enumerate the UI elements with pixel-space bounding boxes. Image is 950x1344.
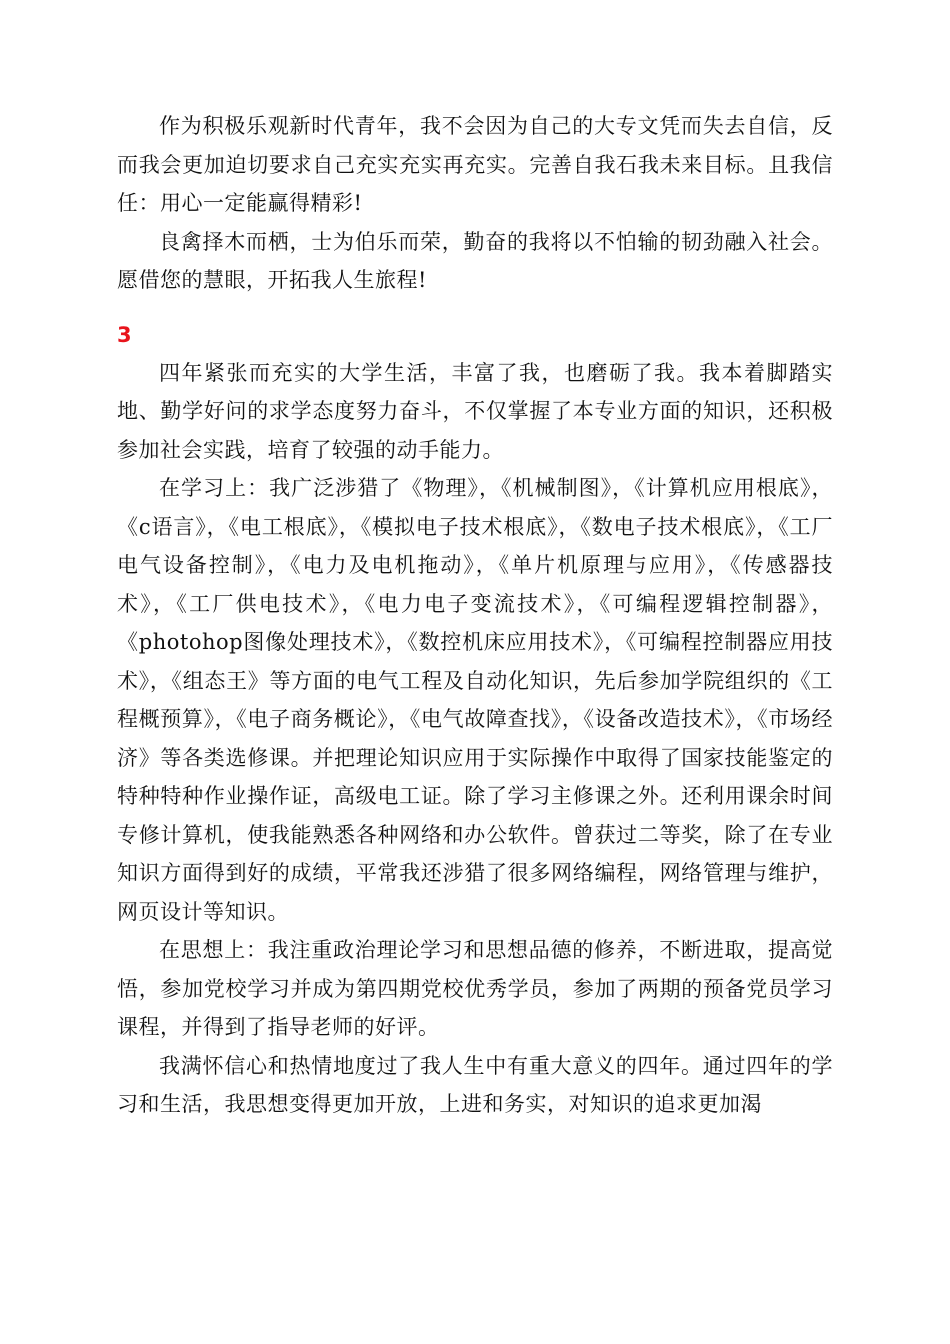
paragraph-college-life: 四年紧张而充实的大学生活，丰富了我，也磨砺了我。我本着脚踏实地、勤学好问的求学态度努力奋斗，不仅掌握了本专业方面的知识，还积极参加社会实践，培育了较强的动手能力。: [117, 360, 833, 462]
paragraph-ideology: 在思想上：我注重政治理论学习和思想品德的修养，不断进取，提高觉悟，参加党校学习并成为第四期党校优秀学员，参加了两期的预备党员学习课程，并得到了指导老师的好评。: [117, 938, 833, 1039]
section-number: 3: [117, 322, 132, 347]
document-page: [117, 107, 833, 1124]
paragraph-study: 在学习上：我广泛涉猎了《物理》，《机械制图》，《计算机应用根底》，《c语言》，《电工根底》，《模拟电子技术根底》，《数电子技术根底》，《工厂电气设备控制》，《电力及电机拖动》，《单片机原理与应用》，《传感器技术》，《工厂供电技术》，《电力电子变流技术》，《可编程逻辑控制器》，《photohop图像处理技术》，《数控机床应用技术》，《可编程控制器应用技术》，《组态王》等方面的电气工程及自动化知识，先后参加学院组织的《工程概预算》，《电子商务概论》，《电气故障查找》，《设备改造技术》，《市场经济》等各类选修课。并把理论知识应用于实际操作中取得了国家技能鉴定的特种特种作业操作证，高级电工证。除了学习主修课之外。还利用课余时间专修计算机，使我能熟悉各种网络和办公软件。曾获过二等奖，除了在专业知识方面得到好的成绩，平常我还涉猎了很多网络编程，网络管理与维护，网页设计等知识。: [117, 476, 833, 924]
paragraph-four-years: 我满怀信心和热情地度过了我人生中有重大意义的四年。通过四年的学习和生活，我思想变得更加开放，上进和务实，对知识的追求更加渴: [117, 1053, 833, 1116]
paragraph-youth-confidence: 作为积极乐观新时代青年，我不会因为自己的大专文凭而失去自信，反而我会更加迫切要求自己充实充实再充实。完善自我石我未来目标。且我信任：用心一定能赢得精彩!: [117, 114, 833, 215]
paragraph-closing-wish: 良禽择木而栖，士为伯乐而荣，勤奋的我将以不怕输的韧劲融入社会。愿借您的慧眼，开拓我人生旅程!: [117, 229, 833, 292]
